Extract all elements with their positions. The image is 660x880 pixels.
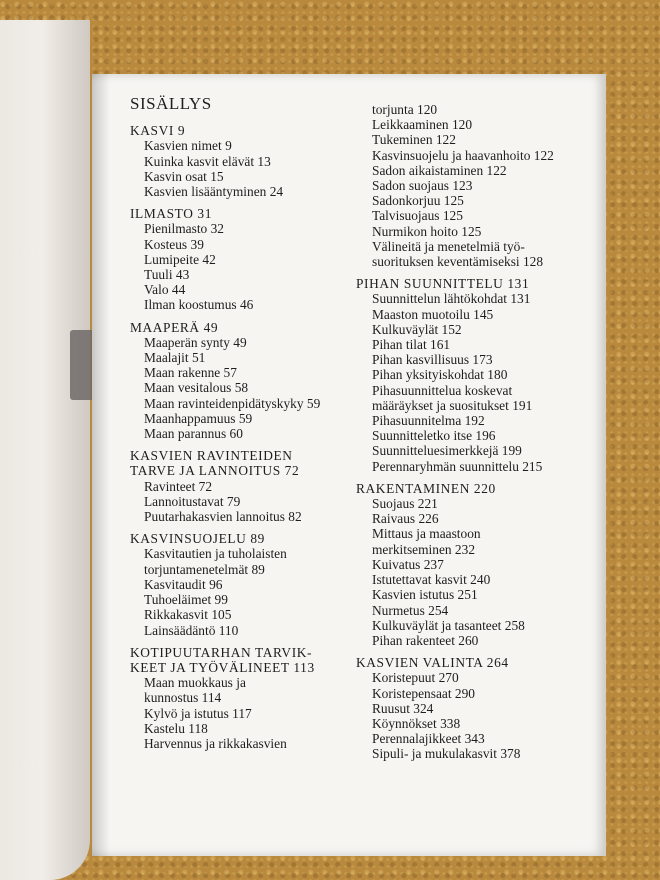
toc-entry: Tuuli 43 bbox=[144, 267, 190, 283]
toc-entry: Nurmetus 254 bbox=[372, 602, 449, 618]
toc-entry: Leikkaaminen 120 bbox=[372, 117, 473, 133]
section-heading: ILMASTO 31 bbox=[130, 206, 213, 222]
toc-entry: Rikkakasvit 105 bbox=[144, 607, 232, 623]
toc-entry: Lainsäädäntö 110 bbox=[144, 622, 239, 638]
toc-entry: Kastelu 118 bbox=[144, 720, 208, 736]
toc-entry: määräykset ja suositukset 191 bbox=[372, 397, 533, 413]
toc-entry: Maaperän synty 49 bbox=[144, 334, 247, 350]
toc-entry: Lannoitustavat 79 bbox=[144, 493, 241, 509]
toc-entry: Sadon aikaistaminen 122 bbox=[372, 162, 507, 178]
toc-entry: Kasvien nimet 9 bbox=[144, 138, 232, 154]
toc-entry: Perennalajikkeet 343 bbox=[372, 731, 485, 747]
toc-entry: Kasvien lisääntyminen 24 bbox=[144, 184, 284, 200]
toc-entry: Kasvitautien ja tuholaisten bbox=[144, 546, 287, 562]
toc-entry: Kasvinsuojelu ja haavanhoito 122 bbox=[372, 147, 554, 163]
toc-entry: Maan rakenne 57 bbox=[144, 365, 237, 381]
toc-entry: Ruusut 324 bbox=[372, 700, 434, 716]
toc-entry: Maan vesitalous 58 bbox=[144, 380, 249, 396]
toc-entry: Pihan tilat 161 bbox=[372, 337, 451, 353]
left-page-edge bbox=[0, 20, 90, 880]
toc-section-kasvien-valinta bbox=[356, 655, 606, 761]
toc-entry: Lumipeite 42 bbox=[144, 251, 216, 267]
toc-entry: Sadon suojaus 123 bbox=[372, 178, 473, 194]
toc-entry: Tuhoeläimet 99 bbox=[144, 592, 228, 608]
toc-entry: Maan parannus 60 bbox=[144, 426, 243, 442]
toc-entry: Kasvitaudit 96 bbox=[144, 576, 223, 592]
toc-entry: Ravinteet 72 bbox=[144, 478, 213, 494]
toc-entry: Kasvien istutus 251 bbox=[372, 587, 478, 603]
toc-entry: Harvennus ja rikkakasvien bbox=[144, 735, 287, 751]
toc-entry: Valo 44 bbox=[144, 282, 186, 298]
toc-entry: Tukeminen 122 bbox=[372, 132, 456, 148]
toc-entry: Kuinka kasvit elävät 13 bbox=[144, 153, 271, 169]
toc-entry: Koristepuut 270 bbox=[372, 670, 459, 686]
toc-entry: Koristepensaat 290 bbox=[372, 685, 476, 701]
toc-entry: torjunta 120 bbox=[372, 102, 438, 117]
toc-section-rakentaminen bbox=[356, 481, 606, 648]
toc-entry: Pihan yksityiskohdat 180 bbox=[372, 367, 508, 383]
toc-entry: Maan ravinteidenpidätyskyky 59 bbox=[144, 395, 321, 411]
toc-entry: Kulkuväylät 152 bbox=[372, 321, 462, 337]
section-heading: PIHAN SUUNNITTELU 131 bbox=[356, 276, 530, 292]
toc-entry: Maaston muotoilu 145 bbox=[372, 306, 494, 322]
toc-entry: Maan muokkaus ja bbox=[144, 675, 246, 691]
section-heading: TARVE JA LANNOITUS 72 bbox=[130, 463, 300, 479]
toc-entry: merkitseminen 232 bbox=[372, 541, 476, 557]
toc-entry: Kulkuväylät ja tasanteet 258 bbox=[372, 617, 525, 633]
toc-section-maapera bbox=[130, 320, 352, 442]
toc-right-column bbox=[356, 102, 606, 769]
toc-section-kasvi bbox=[130, 123, 352, 199]
toc-entry: Ilman koostumus 46 bbox=[144, 297, 254, 313]
toc-entry: Talvisuojaus 125 bbox=[372, 208, 463, 224]
toc-section-kasvinsuojelu bbox=[130, 531, 352, 637]
toc-section-ilmasto bbox=[130, 206, 352, 312]
toc-entry: Istutettavat kasvit 240 bbox=[372, 572, 491, 588]
toc-entry: Suunnittelun lähtökohdat 131 bbox=[372, 291, 531, 307]
toc-entry: Perennaryhmän suunnittelu 215 bbox=[372, 458, 543, 474]
toc-entry: Pihasuunnitelma 192 bbox=[372, 413, 485, 429]
toc-entry: Mittaus ja maastoon bbox=[372, 526, 481, 542]
section-heading: KASVINSUOJELU 89 bbox=[130, 531, 265, 547]
toc-entry: Kosteus 39 bbox=[144, 236, 204, 252]
toc-section-kotipuutarha bbox=[130, 645, 352, 751]
toc-entry: Suunnitteletko itse 196 bbox=[372, 428, 496, 444]
toc-entry: Suunnitteluesimerkkejä 199 bbox=[372, 443, 522, 459]
toc-section-ravinteet bbox=[130, 448, 352, 524]
toc-entry: Pienilmasto 32 bbox=[144, 221, 224, 237]
toc-entry: Välineitä ja menetelmiä työ- bbox=[372, 238, 525, 254]
toc-entry: Kasvin osat 15 bbox=[144, 168, 224, 184]
toc-entry: Sipuli- ja mukulakasvit 378 bbox=[372, 746, 521, 762]
toc-entry: Kylvö ja istutus 117 bbox=[144, 705, 252, 721]
section-heading: KOTIPUUTARHAN TARVIK- bbox=[130, 644, 313, 660]
toc-entry: torjuntamenetelmät 89 bbox=[144, 561, 265, 577]
toc-entry: Suojaus 221 bbox=[372, 496, 438, 512]
toc-entry: Raivaus 226 bbox=[372, 511, 439, 527]
section-heading: KASVIEN VALINTA 264 bbox=[356, 655, 509, 671]
toc-entry: Pihan kasvillisuus 173 bbox=[372, 352, 493, 368]
toc-title: SISÄLLYS bbox=[130, 94, 212, 113]
toc-entry: Puutarhakasvien lannoitus 82 bbox=[144, 509, 302, 525]
section-heading: RAKENTAMINEN 220 bbox=[356, 480, 496, 496]
page-gutter-shadow bbox=[92, 74, 110, 856]
toc-entry: kunnostus 114 bbox=[144, 690, 222, 706]
toc-entry: Pihan rakenteet 260 bbox=[372, 632, 479, 648]
toc-entry: Nurmikon hoito 125 bbox=[372, 223, 482, 239]
toc-left-column bbox=[130, 96, 352, 758]
section-heading: KEET JA TYÖVÄLINEET 113 bbox=[130, 659, 315, 675]
toc-entry: Maalajit 51 bbox=[144, 350, 206, 366]
section-heading: KASVI 9 bbox=[130, 123, 186, 139]
toc-entry: Pihasuunnittelua koskevat bbox=[372, 382, 513, 398]
toc-section-pihan-suunnittelu bbox=[356, 276, 606, 474]
section-heading: KASVIEN RAVINTEIDEN bbox=[130, 448, 293, 464]
toc-entry: Sadonkorjuu 125 bbox=[372, 193, 464, 209]
toc-entry: Maanhappamuus 59 bbox=[144, 410, 253, 426]
section-heading: MAAPERÄ 49 bbox=[130, 319, 219, 335]
toc-entry: Köynnökset 338 bbox=[372, 715, 461, 731]
toc-entry: Kuivatus 237 bbox=[372, 556, 444, 572]
toc-continued-entries bbox=[356, 102, 606, 269]
toc-entry: suorituksen keventämiseksi 128 bbox=[372, 254, 544, 270]
